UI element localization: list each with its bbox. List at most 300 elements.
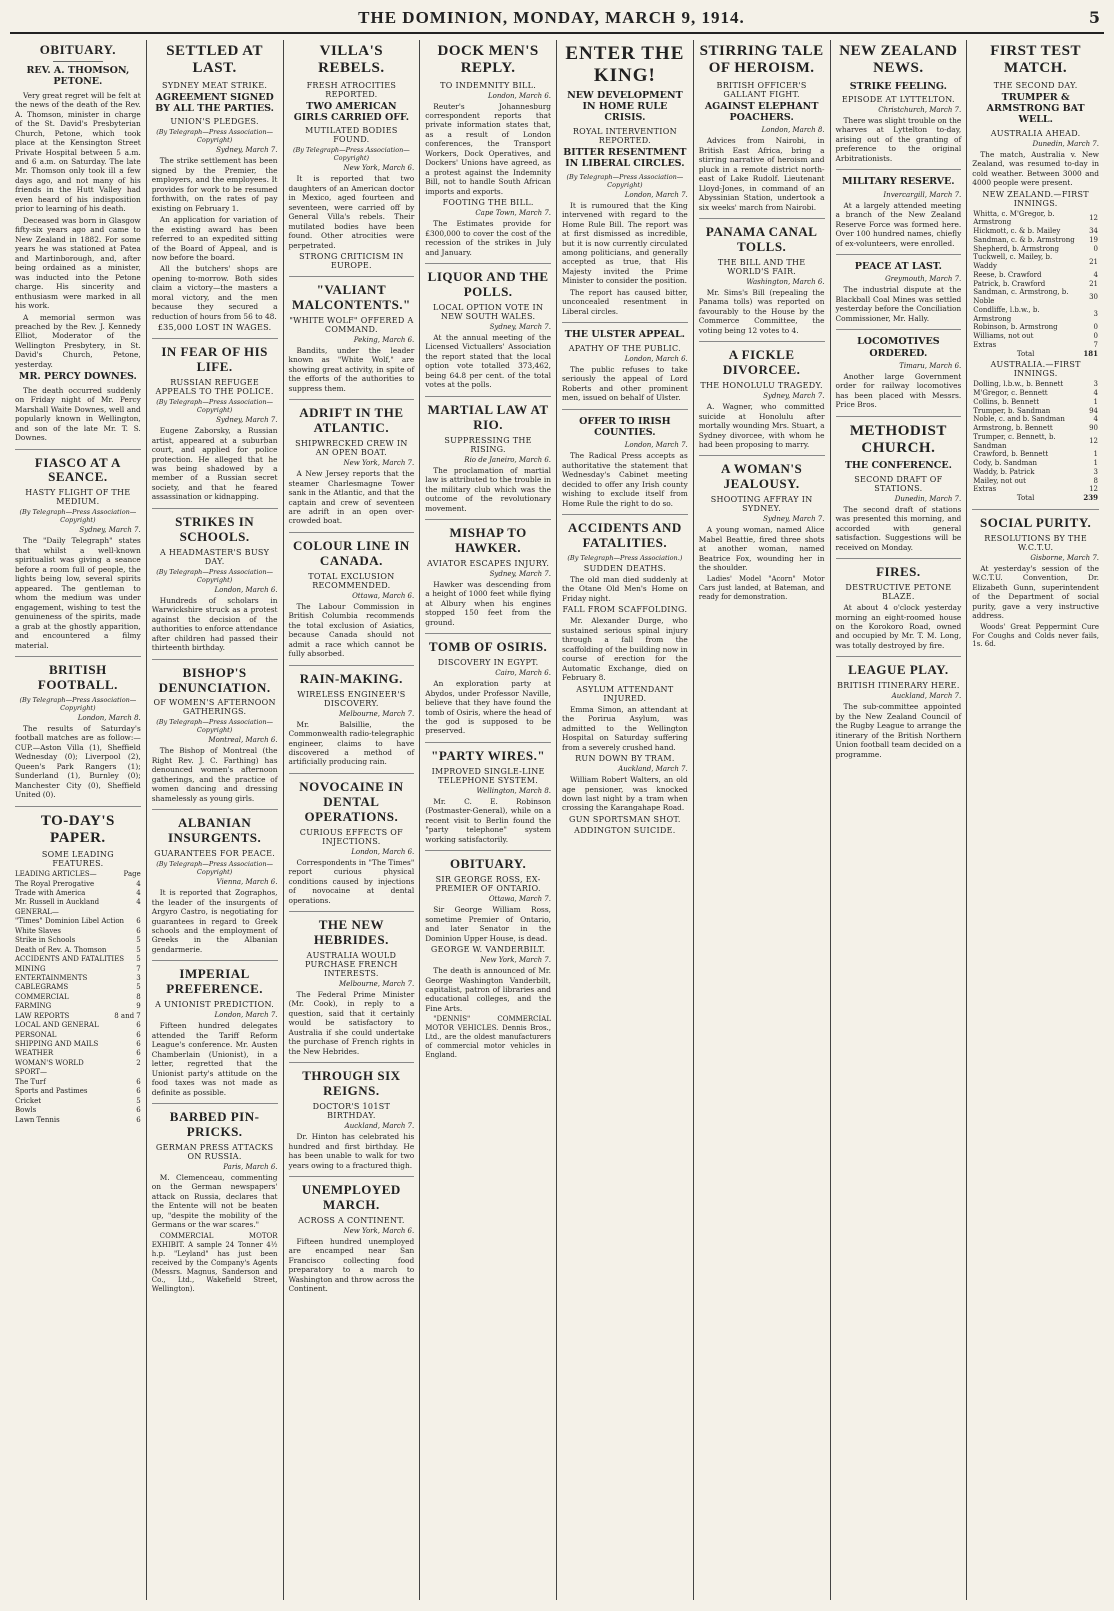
paragraph: Fifteen hundred unemployed are encamped near San Francisco collecting food preparatory to a march to Washington and throw across the Continent. bbox=[288, 1236, 415, 1294]
paragraph: The industrial dispute at the Blackball Coal Mines was settled yesterday before the Conciliation Commissioner, Mr. Hally. bbox=[835, 285, 962, 323]
batsman-name: Cody, b. Sandman bbox=[973, 459, 1037, 468]
column-1 bbox=[10, 40, 147, 1600]
subhead: BITTER RESENTMENT IN LIBERAL CIRCLES. bbox=[563, 146, 687, 170]
dateline: Paris, March 6. bbox=[223, 1162, 278, 1171]
batsman-runs: 34 bbox=[1089, 227, 1098, 236]
article-mishap bbox=[425, 526, 551, 634]
headline: "PARTY WIRES." bbox=[431, 747, 546, 763]
feature-page: 6 bbox=[136, 1077, 141, 1086]
batsman-runs: 1 bbox=[1093, 397, 1098, 406]
batsman-runs: 21 bbox=[1089, 257, 1098, 266]
paragraph: Hawker was descending from a height of 1000 feet while flying at Albury when his engines stopped 150 feet from the ground. bbox=[425, 579, 551, 627]
headline: LOCOMOTIVES ORDERED. bbox=[857, 336, 940, 359]
feature-item bbox=[15, 1097, 141, 1106]
feature-label: LEADING ARTICLES— bbox=[15, 870, 97, 879]
dateline: Wellington, March 8. bbox=[476, 786, 551, 795]
article-divorcee bbox=[699, 348, 825, 456]
paragraph: At yesterday's session of the W.C.T.U. Convention, Dr. Elizabeth Gunn, superintendent of the Department of social purity, gave a very instructive address. bbox=[972, 563, 1099, 621]
subhead: AUSTRALIA AHEAD. bbox=[990, 128, 1081, 138]
feature-label: CABLEGRAMS bbox=[15, 983, 69, 992]
paragraph: Reuter's Johannesburg correspondent reports that private information states that, as a result of London conferences, the Transport Workers, Dock Operatives, and Dockers' Unions have agreed, as a protest against the Indemnity Bill, not to handle South African imports and exports. bbox=[425, 101, 551, 196]
article-military bbox=[836, 176, 962, 255]
dateline: Auckland, March 7. bbox=[344, 1122, 415, 1131]
article-villa bbox=[289, 43, 415, 277]
batsman-name: Armstrong, b. Bennett bbox=[973, 424, 1053, 433]
scorecard-australia bbox=[972, 380, 1099, 503]
article-strikes-schools bbox=[152, 515, 278, 660]
feature-page: 9 bbox=[136, 1002, 141, 1011]
subhead: OF WOMEN'S AFTERNOON GATHERINGS. bbox=[153, 698, 276, 717]
feature-label: Mr. Russell in Auckland bbox=[15, 898, 100, 907]
credit-line: (By Telegraph—Press Association—Copyright) bbox=[19, 508, 137, 525]
score-row bbox=[972, 245, 1099, 254]
paragraph: Emma Simon, an attendant at the Porirua Asylum, was admitted to the Wellington Hospital on Saturday suffering from a severely crushed hand. bbox=[562, 704, 688, 752]
feature-page: 6 bbox=[136, 1021, 141, 1030]
subhead: SHOOTING AFFRAY IN SYDNEY. bbox=[710, 495, 813, 514]
headline: BISHOP'S DENUNCIATION. bbox=[158, 664, 271, 695]
batsman-runs: 30 bbox=[1089, 292, 1098, 301]
paragraph: The old man died suddenly at the Otane Old Men's Home on Friday night. bbox=[562, 575, 688, 603]
subhead: ASYLUM ATTENDANT INJURED. bbox=[576, 684, 674, 703]
dateline: New York, March 7. bbox=[343, 459, 415, 468]
batsman-name: Mailey, not out bbox=[973, 476, 1026, 485]
feature-item bbox=[15, 1040, 141, 1049]
feature-label: Sports and Pastimes bbox=[15, 1087, 88, 1096]
paragraph: The death occurred suddenly on Friday night of Mr. Percy Marshall Waite Downes, well and popularly known in Wellington, and son of the late Mr. T. S. Downes. bbox=[15, 385, 141, 443]
headline: PEACE AT LAST. bbox=[854, 260, 942, 272]
credit-line: (By Telegraph—Press Association—Copyright) bbox=[566, 172, 684, 189]
batsman-runs: 7 bbox=[1093, 340, 1098, 349]
score-row bbox=[972, 398, 1099, 407]
credit-line: (By Telegraph—Press Association—Copyright) bbox=[292, 146, 410, 163]
dateline: Ottawa, March 7. bbox=[488, 895, 551, 904]
article-valiant bbox=[289, 283, 415, 400]
paragraph: M. Clemenceau, commenting on the German newspapers' attack on Russia, declares that the Entente will not be beaten up, "despite the mobility of the Germans or the war scares." bbox=[151, 1172, 278, 1230]
paragraph: There was slight trouble on the wharves at Lyttelton to-day, arising out of the granting of preference to the original Arbitrationists. bbox=[835, 115, 962, 163]
batsman-runs: 3 bbox=[1093, 310, 1098, 319]
feature-page: 6 bbox=[136, 1115, 141, 1124]
headline: VILLA'S REBELS. bbox=[318, 43, 385, 77]
dateline: London, March 6. bbox=[624, 354, 688, 363]
subhead: SYDNEY MEAT STRIKE. bbox=[162, 80, 268, 90]
paragraph: Mr. Balsillie, the Commonwealth radio-telegraphic engineer, claims to have discovered a method of artificially producing rain. bbox=[288, 719, 415, 767]
advertisement: Woods' Great Peppermint Cure For Coughs and Colds never fails, 1s. 6d. bbox=[972, 622, 1099, 649]
headline: FIRES. bbox=[876, 564, 921, 580]
headline: BRITISH FOOTBALL. bbox=[37, 662, 118, 692]
feature-label: MINING bbox=[15, 964, 46, 973]
headline: NEW ZEALAND NEWS. bbox=[839, 43, 958, 77]
batsman-name: Patrick, b. Crawford bbox=[973, 279, 1046, 288]
headline: MISHAP TO HAWKER. bbox=[449, 524, 527, 555]
article-heroism bbox=[699, 43, 825, 219]
feature-item bbox=[15, 1087, 141, 1096]
article-todays-paper bbox=[15, 813, 141, 1129]
feature-label: LAW REPORTS bbox=[15, 1011, 70, 1020]
feature-page: 5 bbox=[136, 945, 141, 954]
column-8 bbox=[967, 40, 1104, 1600]
batsman-name: Robinson, b. Armstrong bbox=[973, 323, 1058, 332]
subhead: ROYAL INTERVENTION REPORTED. bbox=[572, 126, 677, 145]
subhead: THE HONOLULU TRAGEDY. bbox=[700, 381, 823, 391]
headline: DOCK MEN'S REPLY. bbox=[437, 43, 539, 77]
article-enter-king bbox=[562, 43, 688, 323]
article-seance bbox=[15, 456, 141, 658]
batsman-name: Extras bbox=[973, 485, 997, 494]
batsman-runs: 12 bbox=[1089, 213, 1098, 222]
scorecard-heading: NEW ZEALAND.—FIRST INNINGS. bbox=[982, 189, 1089, 208]
subhead: EPISODE AT LYTTELTON. bbox=[841, 94, 955, 104]
feature-label: "Times" Dominion Libel Action bbox=[15, 917, 125, 926]
paragraph: The sub-committee appointed by the New Zealand Council of the Rugby League to arrange the itinerary of the British Northern Union football team decided on a programme. bbox=[835, 702, 962, 759]
feature-item bbox=[15, 1012, 141, 1021]
credit-line: (By Telegraph—Press Association.) bbox=[567, 554, 683, 562]
subhead: TRUMPER & ARMSTRONG BAT WELL. bbox=[986, 91, 1085, 126]
score-row bbox=[972, 210, 1099, 228]
subhead: AVIATOR ESCAPES INJURY. bbox=[427, 558, 550, 568]
batsman-name: Shepherd, b. Armstrong bbox=[973, 244, 1060, 253]
score-row bbox=[972, 341, 1099, 350]
paragraph: Bandits, under the leader known as "White Wolf," are showing great activity, in spite of the efforts of the authorities to suppress them. bbox=[288, 345, 415, 393]
advertisement: COMMERCIAL MOTOR EXHIBIT. A sample 24 Tonner 4½ h.p. "Leyland" has just been received by the Company's Agents (Messrs. Magnus, Sanderson and Co., Ltd., Wakefield Street, Wellington). bbox=[151, 1231, 278, 1294]
paragraph: The Radical Press accepts as authoritative the statement that Wednesday's Cabinet meeting decided to offer any Irish county wishing to exclude itself from Home Rule the right to do so. bbox=[562, 451, 688, 508]
batsman-runs: 1 bbox=[1093, 459, 1098, 468]
batsman-runs: 21 bbox=[1089, 279, 1098, 288]
paragraph: Dr. Hinton has celebrated his hundred and first birthday. He has been unable to walk for two years owing to a fractured thigh. bbox=[288, 1132, 415, 1170]
dateline: Dunedin, March 7. bbox=[894, 494, 962, 503]
feature-label: Death of Rev. A. Thomson bbox=[15, 945, 107, 954]
paragraph: Mr. Sims's Bill (repealing the Panama tolls) was reported on favourably to the House by the Commerce Committee, the voting being 12 votes to 4. bbox=[698, 287, 825, 335]
headline: ACCIDENTS AND FATALITIES. bbox=[567, 520, 682, 551]
score-row bbox=[972, 332, 1099, 341]
headline: LIQUOR AND THE POLLS. bbox=[427, 269, 549, 299]
subhead: STRIKE FEELING. bbox=[849, 80, 947, 92]
article-colour bbox=[289, 539, 415, 666]
feature-item bbox=[15, 898, 141, 907]
article-panama bbox=[699, 225, 825, 342]
subhead: A UNIONIST PREDICTION. bbox=[155, 1000, 275, 1010]
article-settled bbox=[152, 43, 278, 339]
dateline: Sydney, March 7. bbox=[489, 322, 551, 331]
dateline: Gisborne, March 7. bbox=[1030, 553, 1099, 562]
dateline: New York, March 7. bbox=[480, 956, 551, 965]
batsman-runs: 1 bbox=[1093, 450, 1098, 459]
feature-label: SPORT— bbox=[15, 1068, 48, 1077]
batsman-name: Condliffe, l.b.w., b. Armstrong bbox=[973, 305, 1040, 323]
score-row bbox=[972, 415, 1099, 424]
batsman-name: Collins, b. Bennett bbox=[973, 397, 1040, 406]
paragraph: All the butchers' shops are opening to-morrow. Both sides claim a victory—the masters a moral victory, and the men because they secured a reduction of hours from 56 to 48. bbox=[151, 264, 278, 321]
headline: SETTLED AT LAST. bbox=[166, 43, 264, 77]
feature-page: 4 bbox=[136, 889, 141, 898]
feature-page: 5 bbox=[136, 983, 141, 992]
headline: ENTER THE KING! bbox=[565, 43, 685, 86]
feature-item bbox=[15, 1106, 141, 1115]
dateline: London, March 8. bbox=[77, 713, 141, 722]
subhead: "WHITE WOLF" OFFERED A COMMAND. bbox=[289, 315, 414, 334]
headline: "VALIANT MALCONTENTS." bbox=[291, 282, 411, 312]
batsman-name: Tuckwell, c. Mailey, b. Waddy bbox=[973, 253, 1053, 271]
subhead: MR. PERCY DOWNES. bbox=[18, 371, 137, 383]
article-methodist bbox=[836, 423, 962, 559]
dateline: Cairo, March 6. bbox=[495, 669, 551, 678]
dateline: London, March 7. bbox=[624, 190, 688, 199]
masthead-title: THE DOMINION, MONDAY, MARCH 9, 1914. bbox=[358, 8, 745, 27]
feature-item bbox=[15, 946, 141, 955]
article-ulster bbox=[562, 329, 688, 409]
dateline: Dunedin, March 7. bbox=[1032, 139, 1099, 148]
batsman-runs: 0 bbox=[1093, 323, 1098, 332]
feature-page: 2 bbox=[136, 1058, 141, 1067]
article-party-wires bbox=[425, 749, 551, 851]
article-fires bbox=[836, 565, 962, 657]
feature-page: 8 and 7 bbox=[114, 1011, 141, 1020]
credit-line: (By Telegraph—Press Association—Copyright) bbox=[156, 567, 274, 584]
paragraph: It is reported that Zographos, the leader of the insurgents of Argyro Castro, is negotiating for guarantees in regard to Greek schools and the employment of Greeks in the Albanian gendarmerie. bbox=[151, 888, 278, 954]
batsman-name: Sandman, c. & b. Armstrong bbox=[973, 235, 1075, 244]
feature-page: 6 bbox=[136, 1049, 141, 1058]
score-row bbox=[972, 271, 1099, 280]
article-liquor bbox=[425, 270, 551, 397]
batsman-runs: 12 bbox=[1089, 437, 1098, 446]
subhead: SHIPWRECKED CREW IN AN OPEN BOAT. bbox=[295, 439, 408, 458]
headline: STIRRING TALE OF HEROISM. bbox=[699, 43, 824, 77]
batsman-name: Reese, b. Crawford bbox=[973, 270, 1042, 279]
dateline: Auckland, March 7. bbox=[618, 765, 688, 774]
newspaper-page bbox=[10, 40, 1104, 1600]
paragraph: An exploration party at Abydos, under Professor Naville, believe that they have found the tomb of Osiris, where the head of the god is supposed to be preserved. bbox=[425, 679, 551, 736]
subhead: AGAINST ELEPHANT POACHERS. bbox=[704, 100, 819, 123]
score-row bbox=[972, 288, 1099, 306]
article-locomotives bbox=[836, 336, 962, 417]
feature-page: 6 bbox=[136, 1087, 141, 1096]
feature-item bbox=[15, 936, 141, 945]
score-row bbox=[972, 253, 1099, 271]
subhead: FALL FROM SCAFFOLDING. bbox=[562, 605, 688, 615]
dateline: Peking, March 6. bbox=[353, 335, 415, 344]
subhead: THE BILL AND THE WORLD'S FAIR. bbox=[717, 257, 806, 276]
article-jealousy bbox=[699, 462, 825, 607]
paragraph: The proclamation of martial law is attributed to the trouble in the military club which was the outcome of the revolutionary movement. bbox=[425, 465, 551, 513]
feature-page bbox=[137, 1068, 141, 1077]
subhead: DESTRUCTIVE PETONE BLAZE. bbox=[845, 583, 952, 602]
score-row bbox=[972, 424, 1099, 433]
feature-page: 4 bbox=[136, 898, 141, 907]
score-row bbox=[972, 477, 1099, 486]
subhead: TO INDEMNITY BILL. bbox=[440, 80, 537, 90]
headline: SOCIAL PURITY. bbox=[979, 514, 1092, 530]
score-row bbox=[972, 389, 1099, 398]
batsman-runs: 4 bbox=[1093, 270, 1098, 279]
dateline: Greymouth, March 7. bbox=[885, 275, 962, 284]
subhead: IMPROVED SINGLE-LINE TELEPHONE SYSTEM. bbox=[431, 766, 545, 785]
subhead: FRESH ATROCITIES REPORTED. bbox=[306, 80, 397, 99]
headline: TOMB OF OSIRIS. bbox=[428, 639, 548, 655]
headline: FIRST TEST MATCH. bbox=[990, 43, 1081, 77]
feature-item bbox=[15, 1068, 141, 1077]
advertisement: "DENNIS" COMMERCIAL MOTOR VEHICLES. Dennis Bros., Ltd., are the oldest manufacturers of commercial motor vehicles in England. bbox=[425, 1015, 551, 1060]
column-6 bbox=[694, 40, 831, 1600]
batsman-runs: 94 bbox=[1089, 406, 1098, 415]
article-nz-news bbox=[836, 43, 962, 170]
paragraph: The Federal Prime Minister (Mr. Cook), in reply to a question, said that it certainly would be satisfactory to Australia if she could undertake the purchase of French rights in the New Hebrides. bbox=[288, 989, 415, 1056]
feature-item bbox=[15, 880, 141, 889]
batsman-name: Trumper, c. Bennett, b. Sandman bbox=[973, 432, 1056, 450]
headline: LEAGUE PLAY. bbox=[848, 662, 949, 678]
article-martial bbox=[425, 403, 551, 520]
subhead: THE SECOND DAY. bbox=[993, 80, 1078, 90]
headline: OBITUARY. bbox=[39, 42, 116, 57]
dateline: Melbourne, March 7. bbox=[339, 709, 415, 718]
dateline: London, March 6. bbox=[351, 847, 415, 856]
feature-label: ENTERTAINMENTS bbox=[15, 973, 88, 982]
article-obituary-ross bbox=[425, 857, 551, 1066]
dateline: Montreal, March 6. bbox=[208, 736, 278, 745]
paragraph: The strike settlement has been signed by the Premier, the employers, and the employees. It provides for work to be resumed forthwith, on the rates of pay existing on February 1. bbox=[151, 156, 278, 213]
headline: THE ULSTER APPEAL. bbox=[564, 329, 685, 341]
subhead: NEW DEVELOPMENT IN HOME RULE CRISIS. bbox=[567, 89, 683, 124]
feature-page: 5 bbox=[136, 955, 141, 964]
paragraph: The second draft of stations was presented this morning, and accorded with general satisfaction. Suggestions will be received on Monday. bbox=[835, 504, 962, 552]
paragraph: It is rumoured that the King intervened with regard to the Home Rule Bill. The report was at first dismissed as incredible, but it is now currently circulated among politicians, and generally accepted as true, that His Majesty invited the Prime Minister to consider the position. bbox=[562, 200, 688, 286]
paragraph: An application for variation of the existing award has been referred to an expedited sitting of the Board of Appeal, and is now before the board. bbox=[151, 215, 278, 262]
batsman-runs: 90 bbox=[1089, 424, 1098, 433]
credit-line: (By Telegraph—Press Association—Copyright) bbox=[156, 860, 274, 877]
masthead bbox=[10, 8, 1104, 34]
paragraph: Sir George William Ross, sometime Premier of Ontario, and later Senator in the Dominion Upper House, is dead. bbox=[425, 905, 551, 943]
total-label: Total bbox=[1016, 349, 1035, 358]
headline: NOVOCAINE IN DENTAL OPERATIONS. bbox=[299, 778, 404, 824]
feature-label: Cricket bbox=[15, 1096, 42, 1105]
batsman-runs: 19 bbox=[1089, 235, 1098, 244]
headline: OBITUARY. bbox=[450, 856, 527, 872]
feature-page: 5 bbox=[136, 936, 141, 945]
dateline: Christchurch, March 7. bbox=[878, 105, 962, 114]
paragraph: The match, Australia v. New Zealand, was resumed to-day in cold weather. Between 3000 and 4000 people were present. bbox=[972, 149, 1099, 188]
headline: A FICKLE DIVORCEE. bbox=[722, 347, 801, 378]
subhead: SUDDEN DEATHS. bbox=[583, 564, 667, 573]
subhead: LOCAL OPTION VOTE IN NEW SOUTH WALES. bbox=[433, 302, 544, 321]
feature-item bbox=[15, 870, 141, 879]
article-accidents bbox=[562, 521, 688, 841]
paragraph: Advices from Nairobi, in British East Africa, bring a stirring narrative of heroism and pluck in a remote district north-east of Lake Rudolf. Lieutenant Lloyd-Jones, in command of an Abyssinian Station, undertook a six weeks' march from Nairobi. bbox=[698, 136, 825, 212]
subhead: TOTAL EXCLUSION RECOMMENDED. bbox=[308, 571, 395, 590]
dateline: Ottawa, March 6. bbox=[352, 591, 415, 600]
paragraph: The "Daily Telegraph" states that whilst a well-known spiritualist was giving a seance before a room full of people, the lights being low, several spirits appeared. The gentleman to whom the medium was under engagement, wishing to test the genuineness of the spirits, made a grab at the ghostly apparition, and encountered a filmy material. bbox=[15, 536, 141, 650]
paragraph: A memorial sermon was preached by the Rev. J. Kennedy Elliot, Moderator of the Wellington Presbytery, in St. David's Church, Petone, yesterday. bbox=[15, 312, 141, 369]
dateline: London, March 6. bbox=[487, 91, 551, 100]
dateline: London, March 7. bbox=[624, 441, 688, 450]
column-2 bbox=[147, 40, 284, 1600]
article-albanian bbox=[152, 816, 278, 961]
paragraph: The report has caused bitter, unconcealed resentment in Liberal circles. bbox=[562, 287, 688, 316]
subhead: AUSTRALIA WOULD PURCHASE FRENCH INTERESTS. bbox=[304, 950, 398, 978]
total-label: Total bbox=[1016, 494, 1035, 503]
headline: STRIKES IN SCHOOLS. bbox=[175, 513, 255, 544]
feature-item bbox=[15, 955, 141, 964]
feature-label: LOCAL AND GENERAL bbox=[15, 1021, 99, 1030]
article-test-match bbox=[972, 43, 1099, 510]
dateline: London, March 6. bbox=[214, 585, 278, 594]
subhead: REV. A. THOMSON, PETONE. bbox=[26, 64, 130, 88]
dateline: Sydney, March 7. bbox=[216, 416, 278, 425]
feature-item bbox=[15, 965, 141, 974]
article-league bbox=[836, 663, 962, 765]
feature-item bbox=[15, 983, 141, 992]
advertisement: Ladies' Model "Acorn" Motor Cars just landed, at Bateman, and ready for demonstration. bbox=[698, 574, 825, 601]
article-social-purity bbox=[972, 516, 1099, 656]
column-4 bbox=[420, 40, 557, 1600]
dateline: Auckland, March 7. bbox=[891, 692, 962, 701]
scorecard-new-zealand bbox=[972, 210, 1099, 359]
batsman-name: M'Gregor, c. Bennett bbox=[973, 389, 1048, 398]
paragraph: At a largely attended meeting a branch of the New Zealand Reserve Force was formed here. Over 100 hundred names, chiefly of ex-volunteers, were enrolled. bbox=[835, 200, 962, 248]
batsman-name: Hickmott, c. & b. Mailey bbox=[973, 227, 1061, 236]
feature-label: COMMERCIAL bbox=[15, 992, 69, 1001]
score-row bbox=[972, 485, 1099, 494]
score-total-row bbox=[972, 350, 1099, 359]
feature-label: White Slaves bbox=[15, 926, 62, 935]
subhead: A HEADMASTER'S BUSY DAY. bbox=[159, 547, 270, 566]
batsman-runs: 12 bbox=[1089, 485, 1098, 494]
subhead: WIRELESS ENGINEER'S DISCOVERY. bbox=[297, 689, 406, 708]
batsman-name: Trumper, b. Sandman bbox=[973, 406, 1051, 415]
feature-page: 6 bbox=[136, 1030, 141, 1039]
headline: ALBANIAN INSURGENTS. bbox=[167, 815, 262, 846]
score-row bbox=[972, 459, 1099, 468]
feature-page: 7 bbox=[136, 964, 141, 973]
subhead: DOCTOR'S 101ST BIRTHDAY. bbox=[312, 1102, 391, 1121]
subhead: GEORGE W. VANDERBILT. bbox=[430, 945, 546, 955]
score-row bbox=[972, 280, 1099, 289]
dateline: Sydney, March 7. bbox=[489, 569, 551, 578]
subhead: ACROSS A CONTINENT. bbox=[298, 1215, 405, 1225]
dateline: London, March 8. bbox=[761, 126, 825, 135]
feature-item bbox=[15, 974, 141, 983]
subhead: RUSSIAN REFUGEE APPEALS TO THE POLICE. bbox=[155, 378, 274, 397]
batsman-runs: 3 bbox=[1093, 467, 1098, 476]
batsman-runs: 0 bbox=[1093, 332, 1098, 341]
feature-item bbox=[15, 1078, 141, 1087]
feature-item bbox=[15, 908, 141, 917]
paragraph: The Estimates provide for £300,000 to cover the cost of the recession of the strikes in July and January. bbox=[425, 219, 551, 257]
paragraph: At the annual meeting of the Licensed Victuallers' Association the report stated that the local option vote totalled 373,462, being 64.8 per cent. of the total votes at the polls. bbox=[425, 332, 551, 390]
article-rain bbox=[289, 672, 415, 774]
dateline: Sydney, March 7. bbox=[763, 515, 825, 524]
dateline: Sydney, March 7. bbox=[79, 526, 141, 535]
headline: THROUGH SIX REIGNS. bbox=[302, 1068, 401, 1099]
subhead: CURIOUS EFFECTS OF INJECTIONS. bbox=[299, 827, 403, 846]
dateline: Rio de Janeiro, March 6. bbox=[464, 455, 551, 464]
headline: MILITARY RESERVE. bbox=[842, 176, 955, 188]
paragraph: At about 4 o'clock yesterday morning an eight-roomed house on the Korokoro Road, owned and occupied by Mr. T. M. Long, was totally destroyed by fire. bbox=[835, 603, 962, 650]
page-number: 5 bbox=[1088, 8, 1100, 27]
subhead: APATHY OF THE PUBLIC. bbox=[568, 343, 681, 353]
paragraph: William Robert Walters, an old age pensioner, was knocked down last night by a tram when crossing the Karangahape Road. bbox=[562, 775, 688, 813]
paragraph: The results of Saturday's football matches are as follow:— CUP.—Aston Villa (1), Sheffield Wednesday (0); Liverpool (2), Queen's Park Rangers (1); Sunderland (1), Burnley (0); Manchester City (0), Sheffield United (0). bbox=[15, 723, 141, 800]
headline: IN FEAR OF HIS LIFE. bbox=[161, 344, 268, 375]
article-peace bbox=[836, 261, 962, 330]
subhead: GUN SPORTSMAN SHOT. bbox=[569, 814, 681, 824]
score-row bbox=[972, 433, 1099, 451]
article-reigns bbox=[289, 1069, 415, 1177]
batsman-runs: 8 bbox=[1093, 476, 1098, 485]
batsman-name: Waddy, b. Patrick bbox=[973, 467, 1035, 476]
total-runs: 239 bbox=[1083, 493, 1098, 503]
subhead: £35,000 LOST IN WAGES. bbox=[157, 323, 272, 333]
feature-item bbox=[15, 917, 141, 926]
score-row bbox=[972, 236, 1099, 245]
batsman-runs: 4 bbox=[1093, 389, 1098, 398]
